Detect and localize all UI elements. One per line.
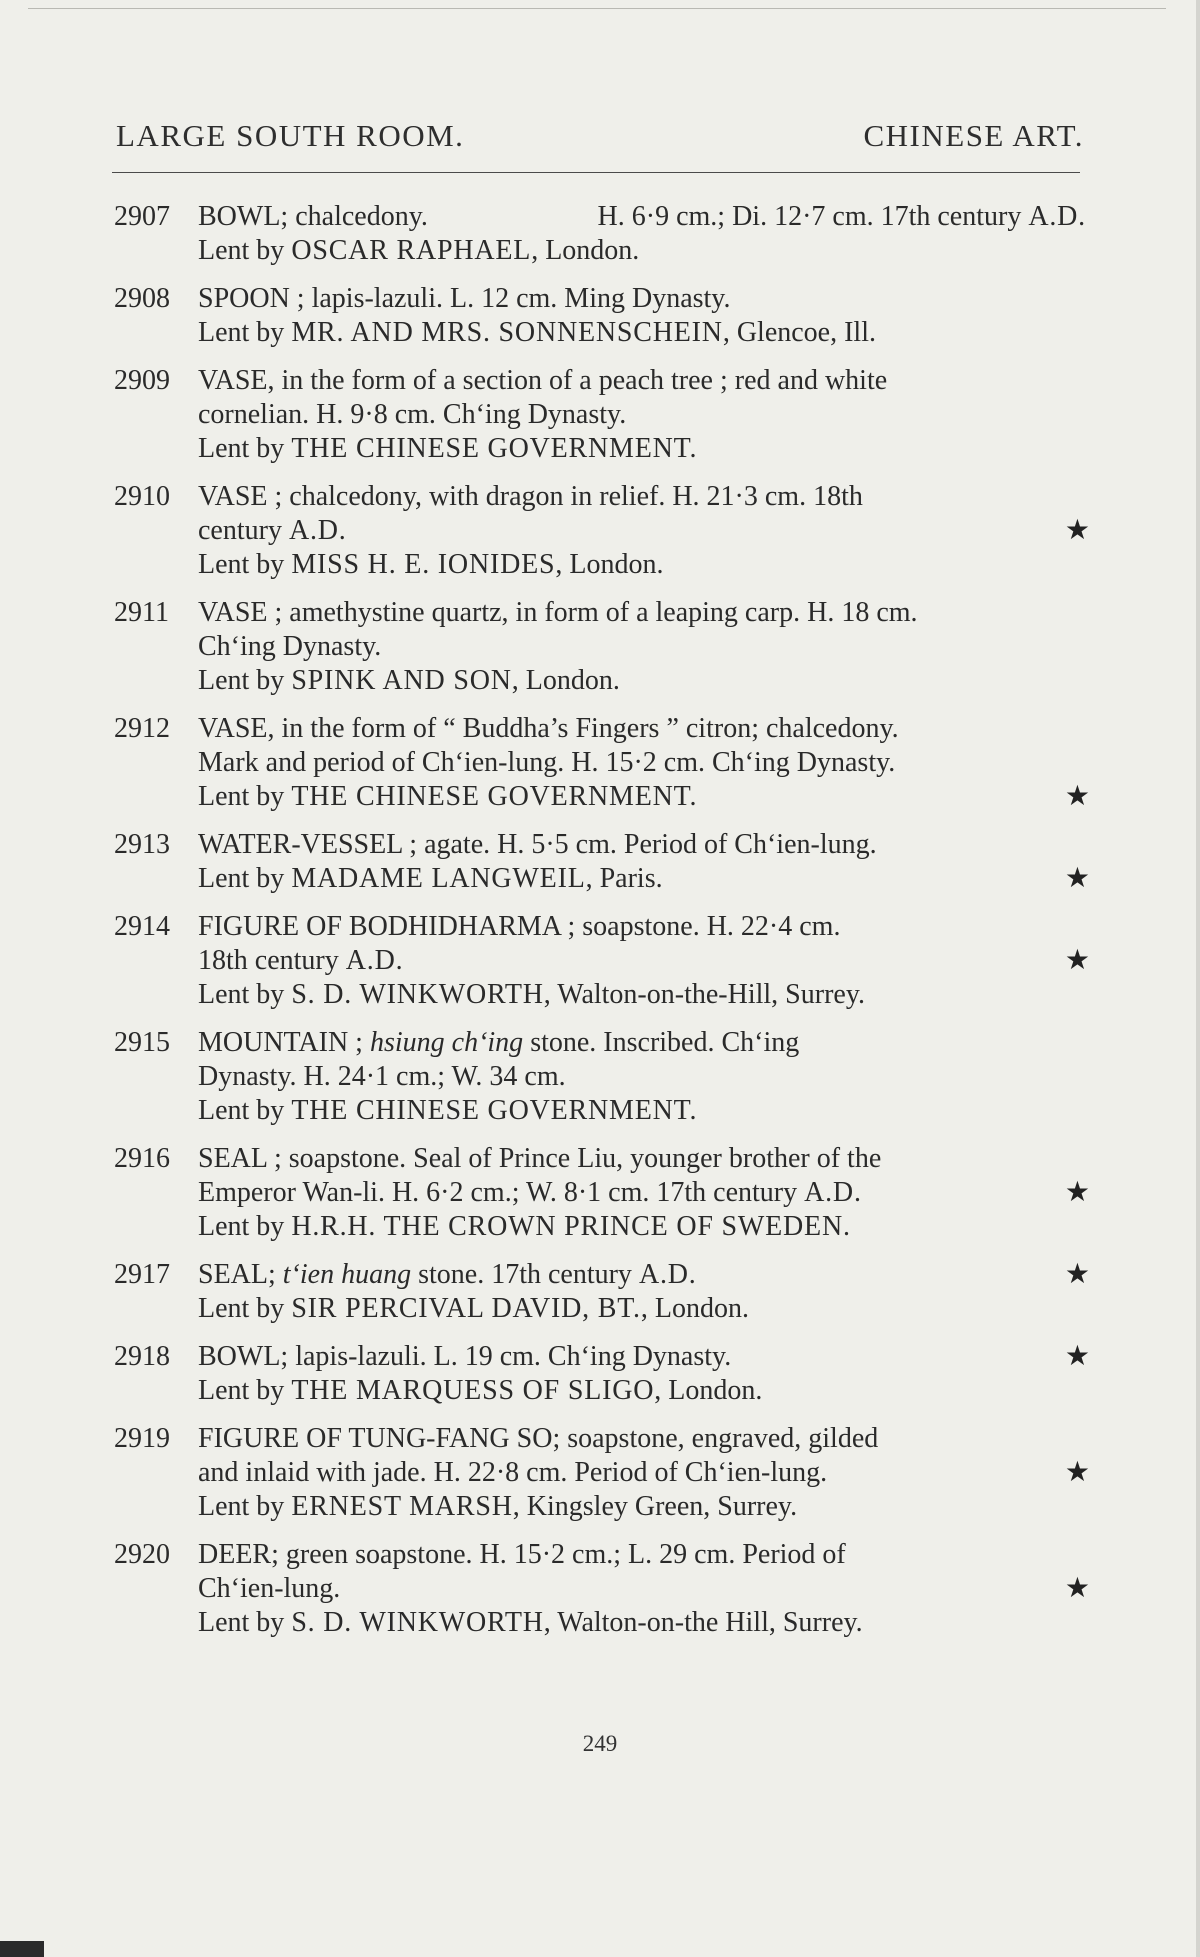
star-icon: ★ [1064, 945, 1090, 976]
lender-name: SPINK AND SON [291, 665, 512, 696]
entry-number: 2909 [114, 365, 170, 396]
lender-location: , London. [531, 235, 640, 266]
lender-location: , Walton-on-the-Hill, Surrey. [543, 979, 865, 1010]
entry-2919 [114, 1422, 1090, 1524]
star-icon: ★ [1064, 863, 1090, 894]
lent-by-label: Lent by [198, 433, 285, 464]
entry-number: 2920 [114, 1539, 170, 1570]
entry-number: 2913 [114, 829, 170, 860]
star-icon: ★ [1064, 1573, 1090, 1604]
entry-2909 [114, 364, 1086, 466]
entry-number: 2918 [114, 1341, 170, 1372]
lent-by-label: Lent by [198, 1607, 285, 1638]
entry-number: 2915 [114, 1027, 170, 1058]
entry-number: 2917 [114, 1259, 170, 1290]
lender-name: ERNEST MARSH [291, 1491, 513, 1522]
top-edge-rule [28, 8, 1166, 9]
entry-description-cont: 18th century [198, 945, 339, 976]
lender-location: , London. [555, 549, 664, 580]
entry-2920 [114, 1538, 1090, 1640]
lender-name: THE CHINESE GOVERNMENT. [291, 433, 698, 464]
entry-description: SPOON ; lapis-lazuli. L. 12 cm. Ming Dynasty. [198, 283, 731, 314]
entry-description-cont: cornelian. H. 9·8 cm. Ch‘ing Dynasty. [198, 399, 627, 430]
lender-location: , London. [640, 1293, 749, 1324]
entry-number: 2914 [114, 911, 170, 942]
star-icon: ★ [1064, 1259, 1090, 1290]
lender-location: , London. [654, 1375, 763, 1406]
lender-location: , Walton-on-the Hill, Surrey. [543, 1607, 863, 1638]
star-icon: ★ [1064, 515, 1090, 546]
entry-2912 [114, 712, 1090, 814]
lent-by-label: Lent by [198, 1491, 285, 1522]
entry-description: VASE, in the form of “ Buddha’s Fingers ” citron; chalcedony. [198, 713, 899, 744]
lender-name: MISS H. E. IONIDES [291, 549, 556, 580]
entry-description: SEAL ; soapstone. Seal of Prince Liu, younger brother of the [198, 1143, 882, 1174]
lender-name: THE CHINESE GOVERNMENT. [291, 1095, 698, 1126]
lent-by-label: Lent by [198, 979, 285, 1010]
material-name: hsiung ch‘ing [369, 1027, 524, 1058]
era: A.D. [1028, 201, 1086, 232]
lent-by-label: Lent by [198, 1211, 285, 1242]
material-name: t‘ien huang [282, 1259, 412, 1290]
entry-title: BOWL; chalcedony. [198, 201, 428, 232]
lender-name: MR. AND MRS. SONNENSCHEIN [291, 317, 723, 348]
lent-by-label: Lent by [198, 317, 285, 348]
header-rule [112, 172, 1080, 173]
entry-2908 [114, 282, 1086, 350]
lender-name: THE MARQUESS OF SLIGO [291, 1375, 655, 1406]
page-number: 249 [582, 1731, 618, 1756]
entry-2915 [114, 1026, 1086, 1128]
entry-number: 2907 [114, 201, 170, 232]
lender-location: , Glencoe, Ill. [722, 317, 876, 348]
entry-description: FIGURE OF BODHIDHARMA ; soapstone. H. 22·4 cm. [198, 911, 841, 942]
entry-title: MOUNTAIN ; [198, 1027, 363, 1058]
entry-description: FIGURE OF TUNG-FANG SO; soapstone, engraved, gilded [198, 1423, 879, 1454]
entry-description-cont: Emperor Wan-li. H. 6·2 cm.; W. 8·1 cm. 17th century [198, 1177, 798, 1208]
star-icon: ★ [1064, 1457, 1090, 1488]
entry-description-cont: Ch‘ien-lung. [198, 1573, 341, 1604]
running-header [116, 118, 1084, 154]
entry-title: SEAL; [198, 1259, 276, 1290]
era: A.D. [288, 515, 347, 546]
entry-description-cont: Mark and period of Ch‘ien-lung. H. 15·2 cm. Ch‘ing Dynasty. [198, 747, 896, 778]
entry-2907 [114, 200, 1086, 268]
entry-description: DEER; green soapstone. H. 15·2 cm.; L. 29 cm. Period of [198, 1539, 846, 1570]
entry-description-cont: Dynasty. H. 24·1 cm.; W. 34 cm. [198, 1061, 566, 1092]
lender-location: , London. [511, 665, 620, 696]
entry-details: stone. 17th century [418, 1259, 632, 1290]
lender-name: H.R.H. THE CROWN PRINCE OF SWEDEN. [291, 1211, 851, 1242]
star-icon: ★ [1064, 1177, 1090, 1208]
entry-number: 2912 [114, 713, 170, 744]
binding-tab [0, 1941, 44, 1957]
lent-by-label: Lent by [198, 1095, 285, 1126]
lender-name: OSCAR RAPHAEL [291, 235, 532, 266]
entry-description-cont: Ch‘ing Dynasty. [198, 631, 382, 662]
entry-description-cont: and inlaid with jade. H. 22·8 cm. Period of Ch‘ien-lung. [198, 1457, 828, 1488]
lent-by-label: Lent by [198, 1375, 285, 1406]
entry-2917 [114, 1258, 1090, 1326]
entry-description: VASE ; amethystine quartz, in form of a leaping carp. H. 18 cm. [198, 597, 918, 628]
entry-number: 2916 [114, 1143, 170, 1174]
era: A.D. [804, 1177, 862, 1208]
entry-2913 [114, 828, 1090, 896]
era: A.D. [345, 945, 404, 976]
entry-2911 [114, 596, 1086, 698]
lent-by-label: Lent by [198, 665, 285, 696]
entry-description: VASE ; chalcedony, with dragon in relief. H. 21·3 cm. 18th [198, 481, 863, 512]
entry-description-cont: century [198, 515, 282, 546]
lender-name: S. D. WINKWORTH [291, 1607, 544, 1638]
star-icon: ★ [1064, 781, 1090, 812]
entry-2910 [114, 480, 1090, 582]
entry-number: 2911 [114, 597, 169, 628]
page-edge [1196, 0, 1200, 1957]
catalogue-entries [114, 200, 1090, 1654]
lender-name: THE CHINESE GOVERNMENT. [291, 781, 698, 812]
entry-2916 [114, 1142, 1090, 1244]
entry-2918 [114, 1340, 1090, 1408]
lent-by-label: Lent by [198, 863, 285, 894]
entry-number: 2908 [114, 283, 170, 314]
star-icon: ★ [1064, 1341, 1090, 1372]
era: A.D. [638, 1259, 697, 1290]
lender-name: S. D. WINKWORTH [291, 979, 544, 1010]
header-room: LARGE SOUTH ROOM. [116, 118, 465, 153]
lent-by-label: Lent by [198, 781, 285, 812]
lent-by-label: Lent by [198, 549, 285, 580]
lender-name: MADAME LANGWEIL [291, 863, 586, 894]
entry-number: 2910 [114, 481, 170, 512]
lender-location: , Kingsley Green, Surrey. [512, 1491, 798, 1522]
header-section: CHINESE ART. [863, 118, 1084, 153]
entry-description: VASE, in the form of a section of a peach tree ; red and white [198, 365, 888, 396]
lent-by-label: Lent by [198, 235, 285, 266]
entry-description: WATER-VESSEL ; agate. H. 5·5 cm. Period of Ch‘ien-lung. [198, 829, 877, 860]
entry-2914 [114, 910, 1090, 1012]
entry-details: H. 6·9 cm.; Di. 12·7 cm. 17th century [597, 201, 1022, 232]
lent-by-label: Lent by [198, 1293, 285, 1324]
entry-details: stone. Inscribed. Ch‘ing [530, 1027, 800, 1058]
lender-name: SIR PERCIVAL DAVID, BT. [291, 1293, 641, 1324]
entry-number: 2919 [114, 1423, 170, 1454]
entry-description: BOWL; lapis-lazuli. L. 19 cm. Ch‘ing Dynasty. [198, 1341, 732, 1372]
lender-location: , Paris. [585, 863, 663, 894]
